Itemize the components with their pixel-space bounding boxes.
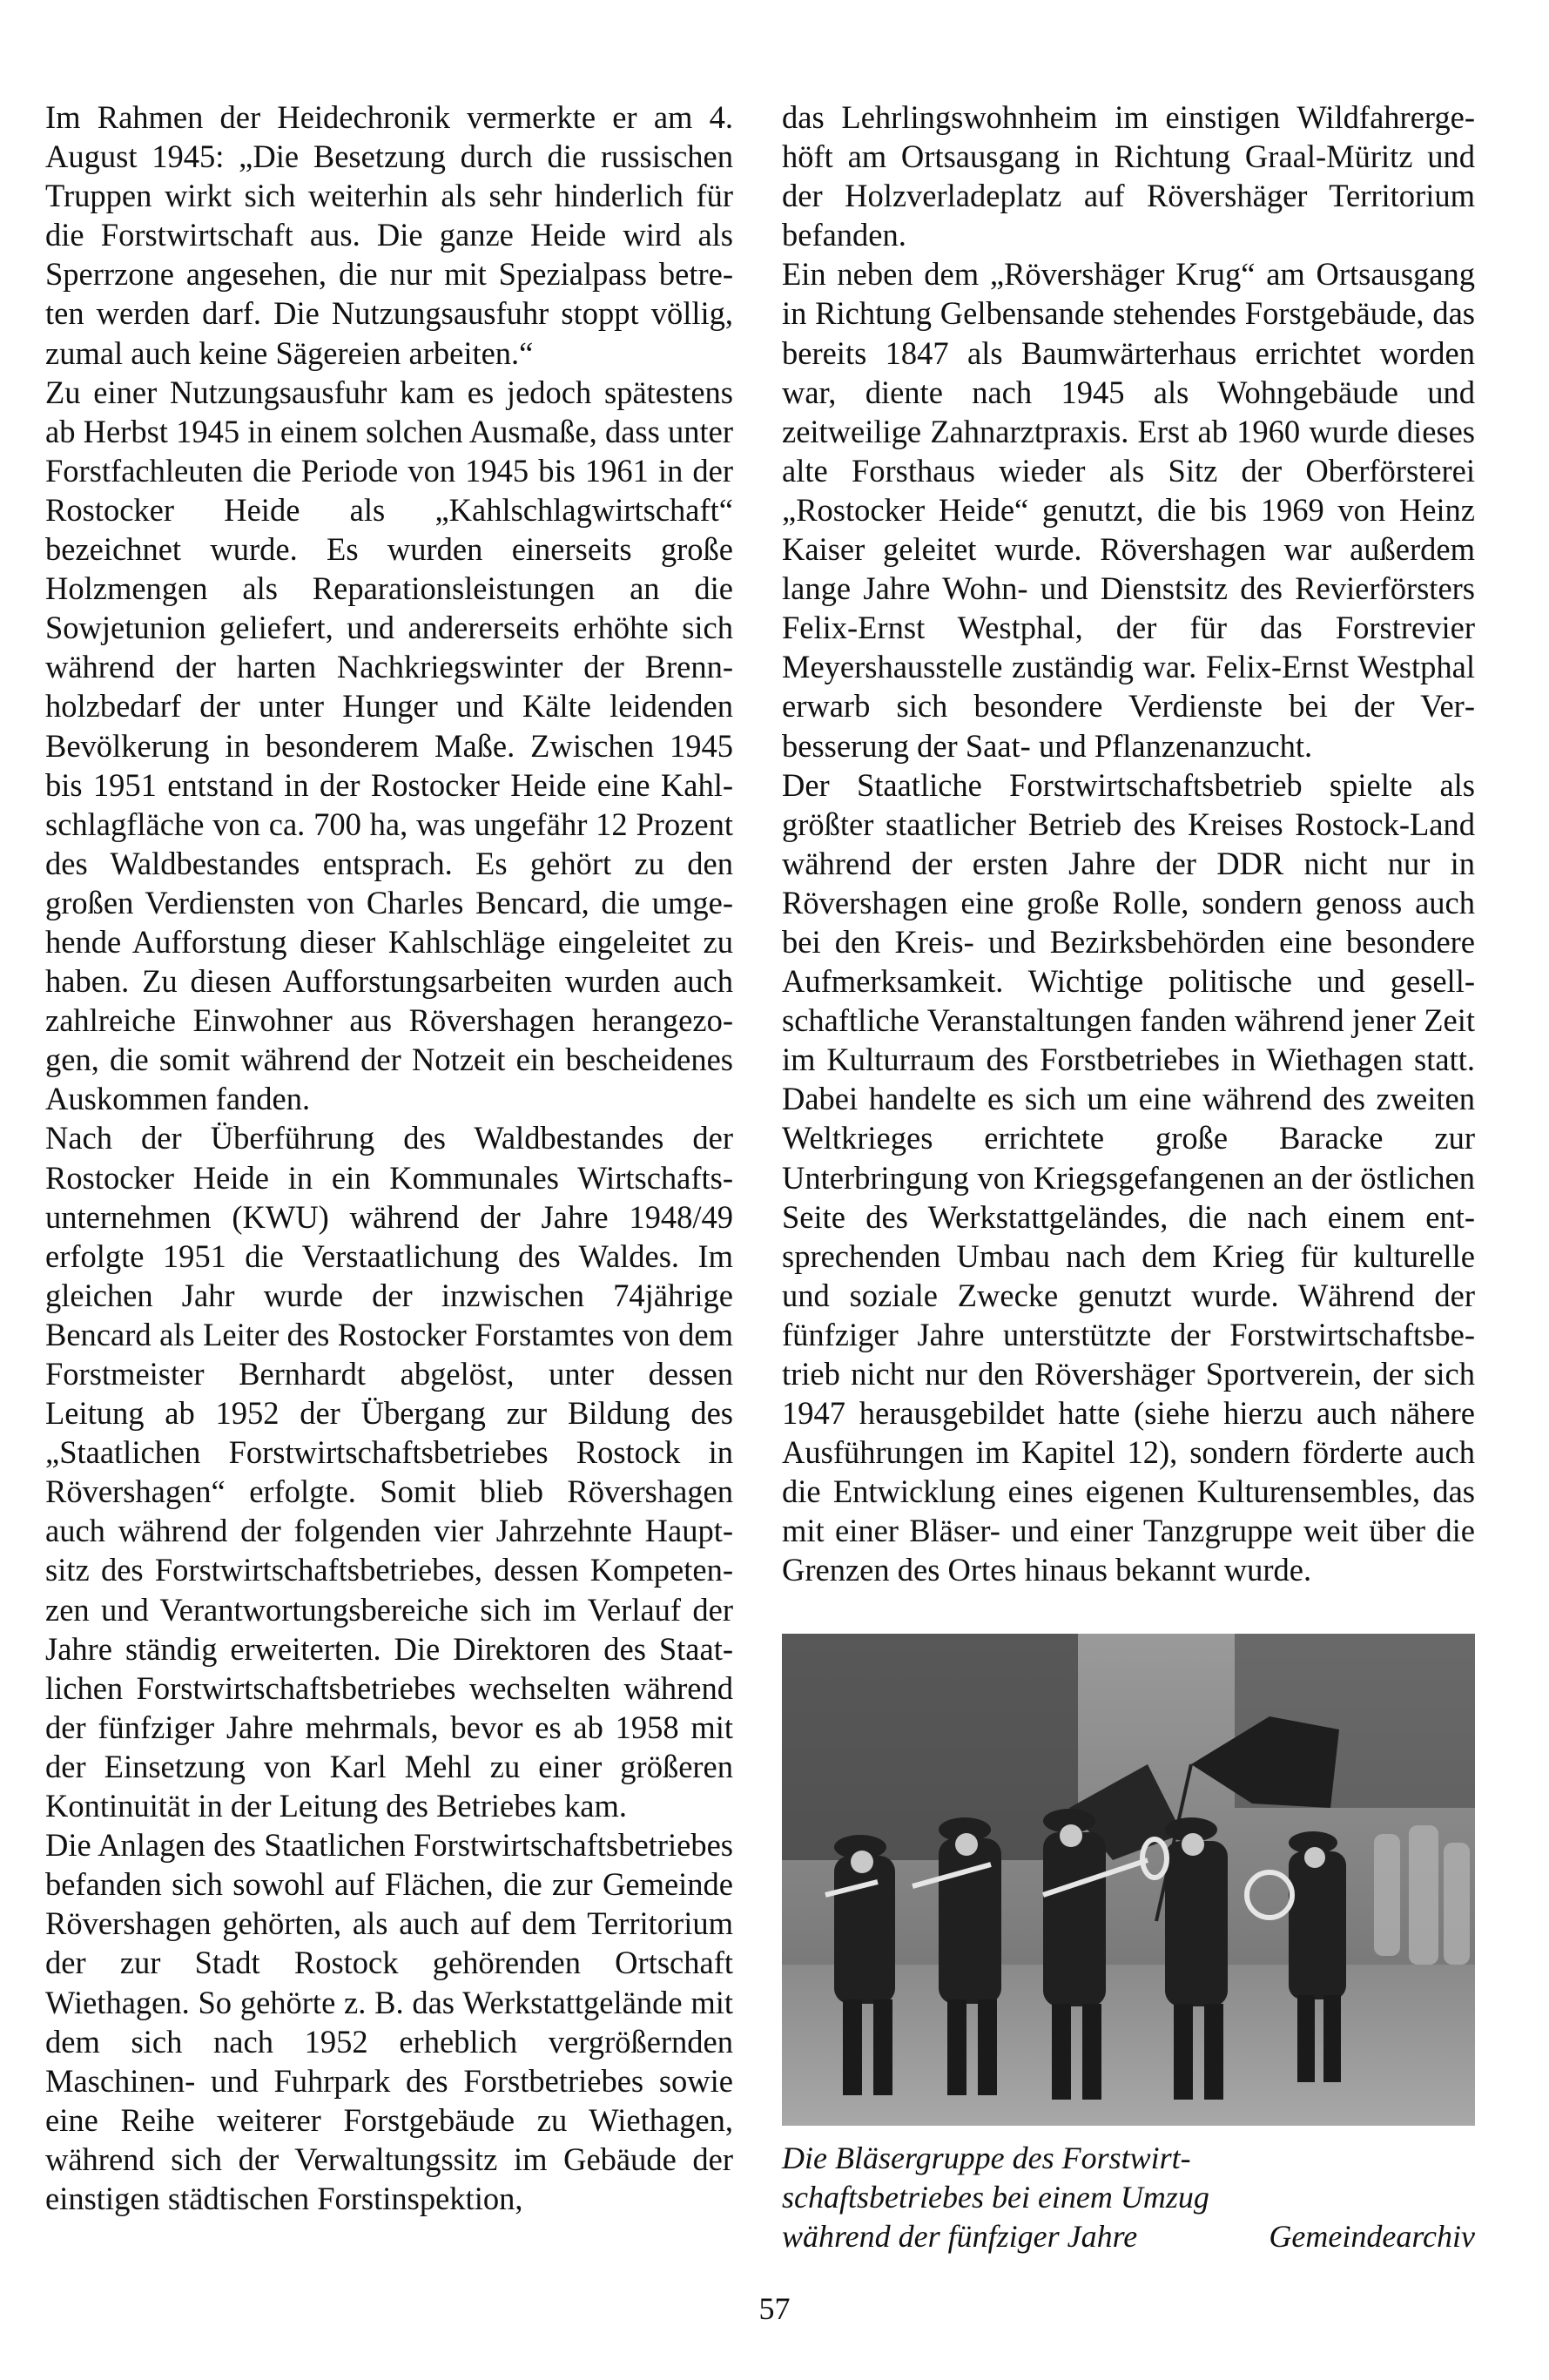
paragraph-heidechronik: Im Rahmen der Heidechronik vermerkte er am 4. August 1945: „Die Besetzung durch die russischen Truppen wirkt sich weiterhin als sehr hinderlich für die Forstwirtschaft aus. Die ganze Heide wird als Sperrzone angesehen, die nur mit Spezialpass betreten werden darf. Die Nutzungsausfuhr stoppt völlig, zumal auch keine Sägereien arbeiten.“ [45, 99, 733, 371]
paragraph-forsthaus: Ein neben dem „Rövershäger Krug“ am Ortsausgang in Richtung Gelbensande stehendes Forstgebäude, das bereits 1847 als Baumwärterhaus errichtet worden war, diente nach 1945 als Wohngebäude und zeitweilige Zahnarztpraxis. Erst ab 1960 wurde dieses alte Forsthaus wieder als Sitz der Oberförsterei „Rostocker Heide“ genutzt, die bis 1969 von Heinz Kaiser geleitet wurde. Rövershagen war außerdem lange Jahre Wohn- und Dienstsitz des Revierförsters Felix-Ernst Westphal, der für das Forstrevier Meyershausstelle zuständig war. Felix-Ernst Westphal erwarb sich besondere Verdienste bei der Verbesserung der Saat- und Pflanzenanzucht. [782, 256, 1475, 764]
paragraph-verstaatlichung: Nach der Überführung des Waldbestandes der Rostocker Heide in ein Kommunales Wirtschaftsunternehmen (KWU) während der Jahre 1948/49 erfolgte 1951 die Verstaatlichung des Waldes. Im gleichen Jahr wurde der inzwischen 74jährige Bencard als Leiter des Rostocker Forstamtes von dem Forstmeister Bernhardt abgelöst, unter dessen Leitung ab 1952 der Übergang zur Bildung des „Staatlichen Forstwirtschaftsbetriebes Rostock in Rövershagen“ erfolgte. Somit blieb Rövershagen auch während der folgenden vier Jahrzehnte Hauptsitz des Forstwirtschaftsbetriebes, dessen Kompetenzen und Verantwortungsbereiche sich im Verlauf der Jahre ständig erweiterten. Die Direktoren des Staatlichen Forstwirtschaftsbetriebes wechselten während der fünfziger Jahre mehrmals, bevor es ab 1958 mit der Einsetzung von Karl Mehl zu einer größeren Kontinuität in der Leitung des Betriebes kam. [45, 1120, 733, 1824]
paragraph-kahlschlagwirtschaft: Zu einer Nutzungsausfuhr kam es jedoch spätestens ab Herbst 1945 in einem solchen Ausmaße, dass unter Forstfachleuten die Periode von 1945 bis 1961 in der Rostocker Heide als „Kahlschlagwirtschaft“ bezeichnet wurde. Es wurden einerseits große Holzmengen als Reparationsleistungen an die Sowjetunion geliefert, und andererseits erhöhte sich während der harten Nachkriegswinter der Brennholzbedarf der unter Hunger und Kälte leidenden Bevölkerung in besonderem Maße. Zwischen 1945 bis 1951 entstand in der Rostocker Heide eine Kahlschlagfläche von ca. 700 ha, was ungefähr 12 Prozent des Waldbestandes entsprach. Es gehört zu den großen Verdiensten von Charles Bencard, die umgehende Aufforstung dieser Kahlschläge eingeleitet zu haben. Zu diesen Aufforstungsarbeiten wurden auch zahlreiche Einwohner aus Rövershagen herangezogen, die somit während der Notzeit ein bescheidenes Auskommen fanden. [45, 374, 733, 1117]
brass-band-photo [782, 1634, 1475, 2126]
caption-line-2: schaftsbetriebes bei einem Umzug [782, 2180, 1209, 2215]
paragraph-lehrlingswohnheim: das Lehrlingswohnheim im einstigen Wildfahrergehöft am Ortsausgang in Richtung Graal-Müritz und der Holzverladeplatz auf Rövershäger Territorium befanden. [782, 99, 1475, 253]
page-number: 57 [758, 2291, 791, 2326]
paragraph-anlagen: Die Anlagen des Staatlichen Forstwirtschaftsbetriebes befanden sich sowohl auf Flächen, die zur Gemeinde Rövershagen gehörten, als auch auf dem Territorium der zur Stadt Rostock gehörenden Ortschaft Wiethagen. So gehörte z. B. das Werkstattgelände mit dem sich nach 1952 erheblich vergrößernden Maschinen- und Fuhrpark des Forstbetriebes sowie eine Reihe weiterer Forstgebäude zu Wiethagen, während sich der Verwaltungssitz im Gebäude der einstigen städtischen Forstinspektion, [45, 1827, 733, 2216]
paragraph-kulturensemble: Der Staatliche Forstwirtschaftsbetrieb spielte als größter staatlicher Betrieb des Kreises Rostock-Land während der ersten Jahre der DDR nicht nur in Rövershagen eine große Rolle, sondern genoss auch bei den Kreis- und Bezirksbehörden eine besondere Aufmerksamkeit. Wichtige politische und gesellschaftliche Veranstaltungen fanden während jener Zeit im Kulturraum des Forstbetriebes in Wiethagen statt. Dabei handelte es sich um eine während des zweiten Weltkrieges errichtete große Baracke zur Unterbringung von Kriegsgefangenen an der östlichen Seite des Werkstattgeländes, die nach einem entsprechenden Umbau nach dem Krieg für kulturelle und soziale Zwecke genutzt wurde. Während der fünfziger Jahre unterstützte der Forstwirtschaftsbetrieb nicht nur den Rövershäger Sportverein, der sich 1947 herausgebildet hatte (siehe hierzu auch nähere Ausführungen im Kapitel 12), sondern förderte auch die Entwicklung eines eigenen Kulturensembles, das mit einer Bläser- und einer Tanzgruppe weit über die Grenzen des Ortes hinaus bekannt wurde. [782, 766, 1475, 1588]
photo-illustration [782, 1634, 1475, 2126]
caption-line-3: während der fünfziger Jahre [782, 2219, 1138, 2254]
caption-line-3-row [782, 2217, 1475, 2256]
photo-credit: Gemeindearchiv [1269, 2219, 1475, 2254]
right-text-column [782, 98, 1475, 1590]
left-text-column [45, 98, 733, 2218]
caption-line-1: Die Bläsergruppe des Forstwirt- [782, 2141, 1191, 2175]
photo-caption [782, 2139, 1475, 2256]
